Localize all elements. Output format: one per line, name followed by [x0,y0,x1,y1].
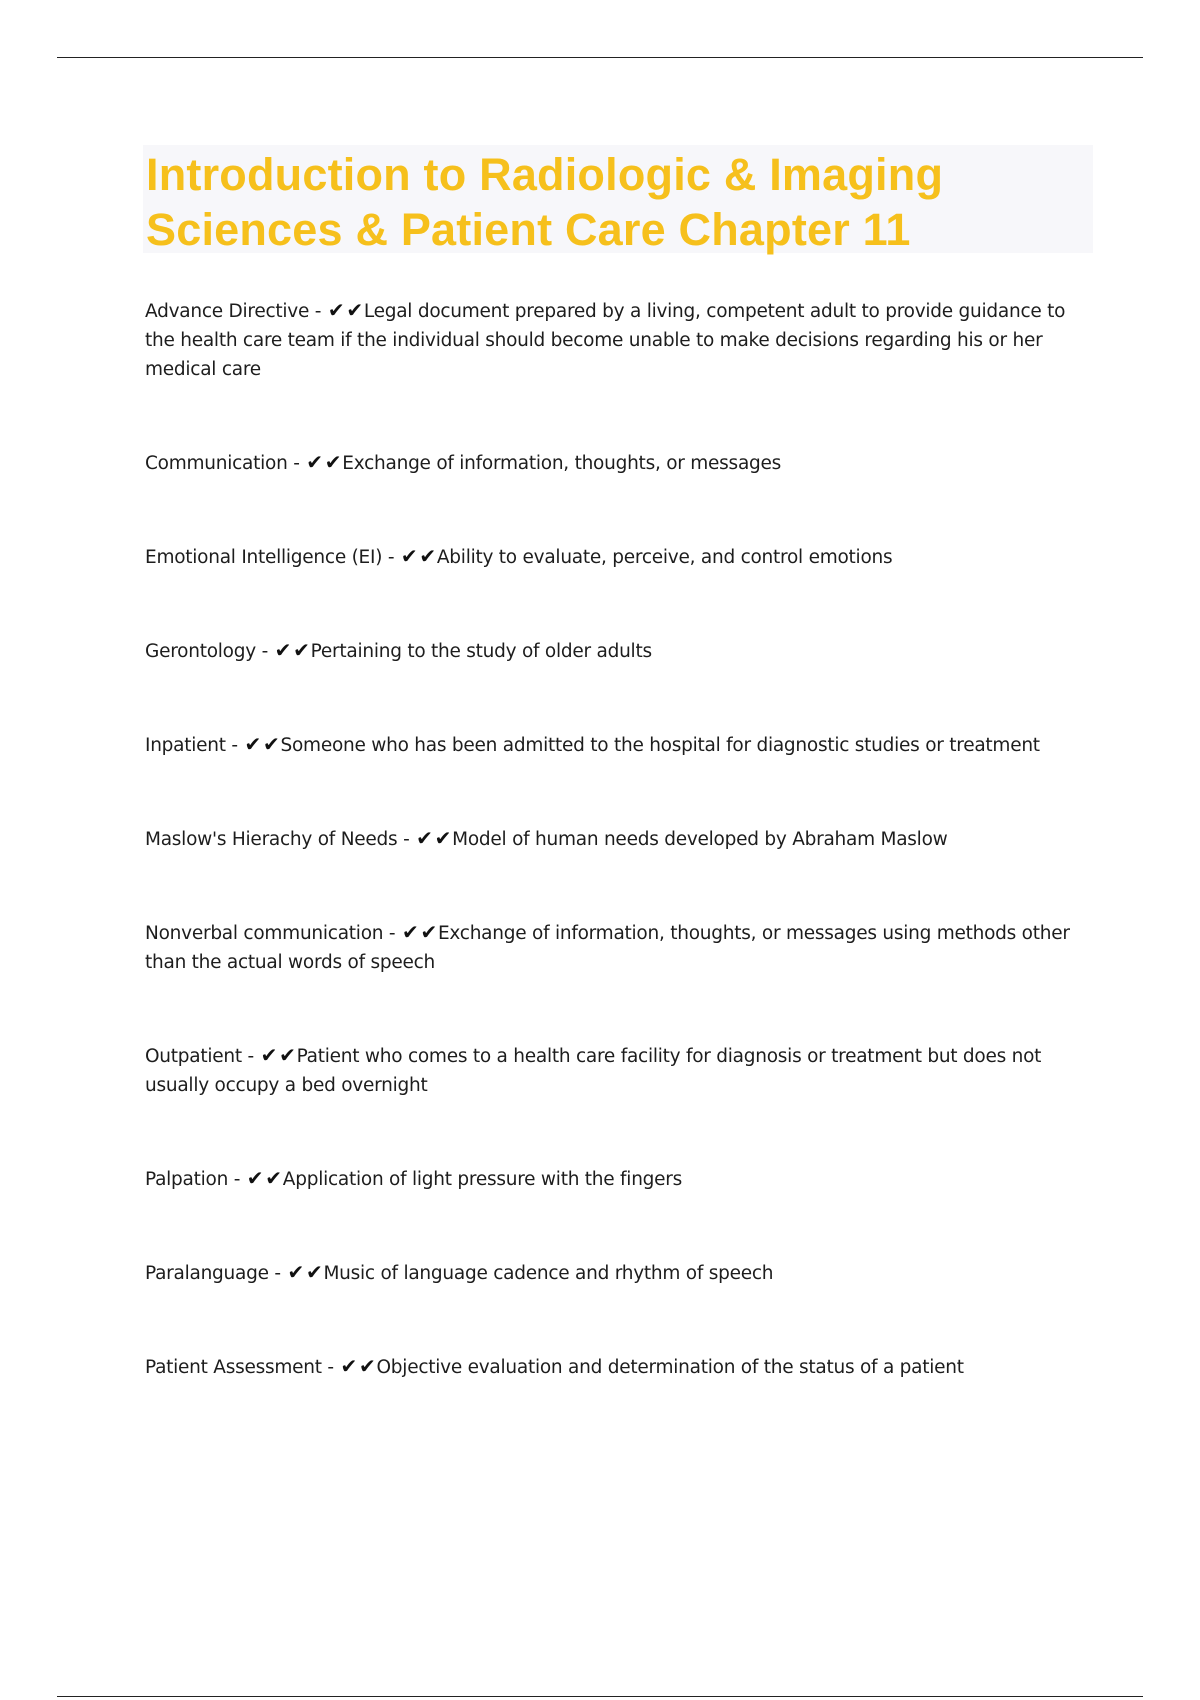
entry-definition: Objective evaluation and determination of the status of a patient [376,1357,964,1378]
checkmark-icon: ✔ [293,638,310,662]
glossary-entry [145,824,1093,854]
glossary-entry [145,448,1093,478]
entry-term: Inpatient [145,735,226,756]
glossary-entry [145,1041,1093,1100]
entry-term: Emotional Intelligence (EI) [145,547,383,568]
entry-term: Maslow's Hierachy of Needs [145,829,398,850]
checkmark-icon: ✔ [324,450,342,474]
checkmark-icon: ✔ [420,920,437,944]
entry-separator: - [255,641,274,662]
checkmark-icon: ✔ [287,1260,304,1284]
checkmark-icon: ✔ [305,1260,323,1284]
checkmark-icon: ✔ [265,1166,282,1190]
entry-definition: Ability to evaluate, perceive, and control emotions [436,547,893,568]
glossary-entry [145,730,1093,760]
glossary-entry [145,1352,1093,1382]
checkmark-icon: ✔ [260,1043,278,1067]
top-divider [57,57,1143,58]
title-block [143,145,1093,253]
entry-term: Communication [145,453,288,474]
checkmark-icon: ✔ [279,1043,296,1067]
glossary-entry [145,918,1093,977]
checkmark-icon: ✔ [262,732,280,756]
glossary-entry [145,1258,1093,1288]
entry-separator: - [268,1263,287,1284]
entry-separator: - [397,829,416,850]
glossary-list [143,296,1093,1382]
entry-separator: - [228,1169,246,1190]
entry-definition: Someone who has been admitted to the hospital for diagnostic studies or treatment [280,735,1040,756]
bottom-divider [57,1696,1143,1697]
entry-separator: - [383,923,401,944]
checkmark-icon: ✔ [419,544,436,568]
checkmark-icon: ✔ [246,1166,264,1190]
entry-definition: Legal document prepared by a living, competent adult to provide guidance to the health care team if the individual should become unable to make decisions regarding his or her medical care [145,301,1066,380]
glossary-entry [145,1164,1093,1194]
entry-term: Gerontology [145,641,256,662]
entry-definition: Pertaining to the study of older adults [310,641,652,662]
entry-definition: Application of light pressure with the fingers [282,1169,683,1190]
entry-definition: Exchange of information, thoughts, or messages using methods other than the actual words of speech [145,923,1070,973]
checkmark-icon: ✔ [274,638,292,662]
checkmark-icon: ✔ [400,544,418,568]
entry-separator: - [382,547,400,568]
entry-term: Advance Directive [145,301,310,322]
entry-term: Paralanguage [145,1263,269,1284]
entry-separator: - [225,735,244,756]
entry-separator: - [321,1357,340,1378]
entry-term: Outpatient [145,1046,242,1067]
document-title [146,147,1089,257]
entry-separator: - [309,301,327,322]
checkmark-icon: ✔ [327,298,345,322]
checkmark-icon: ✔ [416,826,433,850]
entry-definition: Patient who comes to a health care facility for diagnosis or treatment but does not usually occupy a bed overnight [145,1046,1042,1096]
entry-term: Nonverbal communication [145,923,384,944]
checkmark-icon: ✔ [434,826,452,850]
title-line-1: Introduction to Radiologic & Imaging [146,149,944,200]
checkmark-icon: ✔ [346,298,363,322]
entry-definition: Music of language cadence and rhythm of speech [323,1263,774,1284]
entry-separator: - [241,1046,260,1067]
entry-term: Palpation [145,1169,229,1190]
checkmark-icon: ✔ [244,732,261,756]
glossary-entry [145,636,1093,666]
glossary-entry [145,296,1093,384]
checkmark-icon: ✔ [358,1354,376,1378]
entry-term: Patient Assessment [145,1357,322,1378]
checkmark-icon: ✔ [401,920,419,944]
document-page [143,145,1093,1446]
glossary-entry [145,542,1093,572]
checkmark-icon: ✔ [306,450,323,474]
title-line-2: Sciences & Patient Care Chapter 11 [146,204,911,255]
entry-definition: Exchange of information, thoughts, or messages [342,453,782,474]
entry-definition: Model of human needs developed by Abraham Maslow [452,829,948,850]
entry-separator: - [287,453,306,474]
checkmark-icon: ✔ [340,1354,357,1378]
